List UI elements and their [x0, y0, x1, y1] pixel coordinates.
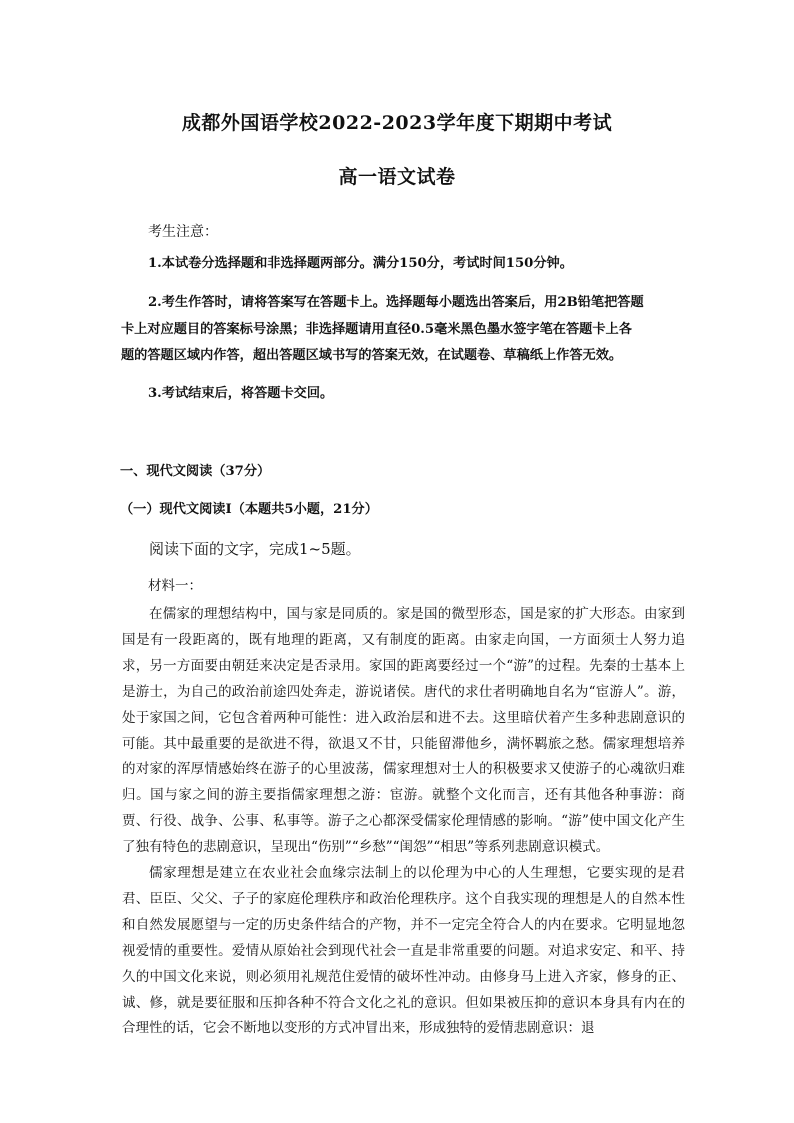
- reading-instruction: 阅读下面的文字，完成1~5题。: [149, 540, 361, 558]
- section-heading: 一、现代文阅读（37分）: [120, 464, 271, 479]
- material-paragraph-2: 儒家理想是建立在农业社会血缘宗法制上的以伦理为中心的人生理想，它要实现的是君君、臣臣、父父、子子的家庭伦理秩序和政治伦理秩序。这个自我实现的理想是人的自然本性和自然发展愿望与一定的历史条件结合的产物，并不一定完全符合人的内在要求。它明显地忽视爱情的重要性。爱情从原始社会到现代社会一直是非常重要的问题。对追求安定、和平、持久的中国文化来说，则必须用礼规范住爱情的破坏性冲动。由修身马上进入齐家，修身的正、诚、修，就是要征服和压抑各种不符合文化之礼的意识。但如果被压抑的意识本身具有内在的合理性的话，它会不断地以变形的方式冲冒出来，形成独特的爱情悲剧意识：退: [122, 865, 685, 1037]
- notice-item-2-line-2: 卡上对应题目的答案标号涂黑；非选择题请用直径0.5毫米黑色墨水签字笔在答题卡上各: [121, 322, 632, 337]
- section-subheading: （一）现代文阅读Ⅰ（本题共5小题，21分）: [120, 502, 378, 517]
- notice-item-3: 3.考试结束后，将答题卡交回。: [148, 386, 334, 401]
- exam-subtitle: 高一语文试卷: [338, 166, 456, 188]
- notice-heading: 考生注意：: [148, 224, 218, 240]
- notice-item-2-line-1: 2.考生作答时，请将答案写在答题卡上。选择题每小题选出答案后，用2B铅笔把答题: [148, 295, 644, 310]
- material-paragraph-1: 在儒家的理想结构中，国与家是同质的。家是国的微型形态，国是家的扩大形态。由家到国是有一段距离的，既有地理的距离，又有制度的距离。由家走向国，一方面须士人努力追求，另一方面要由朝廷来决定是否录用。家国的距离要经过一个“游”的过程。先秦的士基本上是游士，为自己的政治前途四处奔走，游说诸侯。唐代的求仕者明确地自名为“宦游人”。游，处于家国之间，它包含着两种可能性：进入政治层和进不去。这里暗伏着产生多种悲剧意识的可能。其中最重要的是欲进不得，欲退又不甘，只能留滞他乡，满怀羁旅之愁。儒家理想培养的对家的浑厚情感始终在游子的心里波荡，儒家理想对士人的积极要求又使游子的心魂欲归难归。国与家之间的游主要指儒家理想之游：宦游。就整个文化而言，还有其他各种事游：商贾、行役、战争、公事、私事等。游子之心都深受儒家伦理情感的影响。“游”使中国文化产生了独有特色的悲剧意识，呈现出“伤别”“乡愁”“闺怨”“相思”等系列悲剧意识模式。: [122, 606, 685, 856]
- notice-item-1: 1.本试卷分选择题和非选择题两部分。满分150分，考试时间150分钟。: [148, 256, 573, 271]
- notice-item-2-line-3: 题的答题区域内作答，超出答题区域书写的答案无效，在试题卷、草稿纸上作答无效。: [121, 348, 623, 363]
- exam-title: 成都外国语学校2022-2023学年度下期期中考试: [181, 112, 613, 134]
- material-label: 材料一：: [148, 578, 202, 594]
